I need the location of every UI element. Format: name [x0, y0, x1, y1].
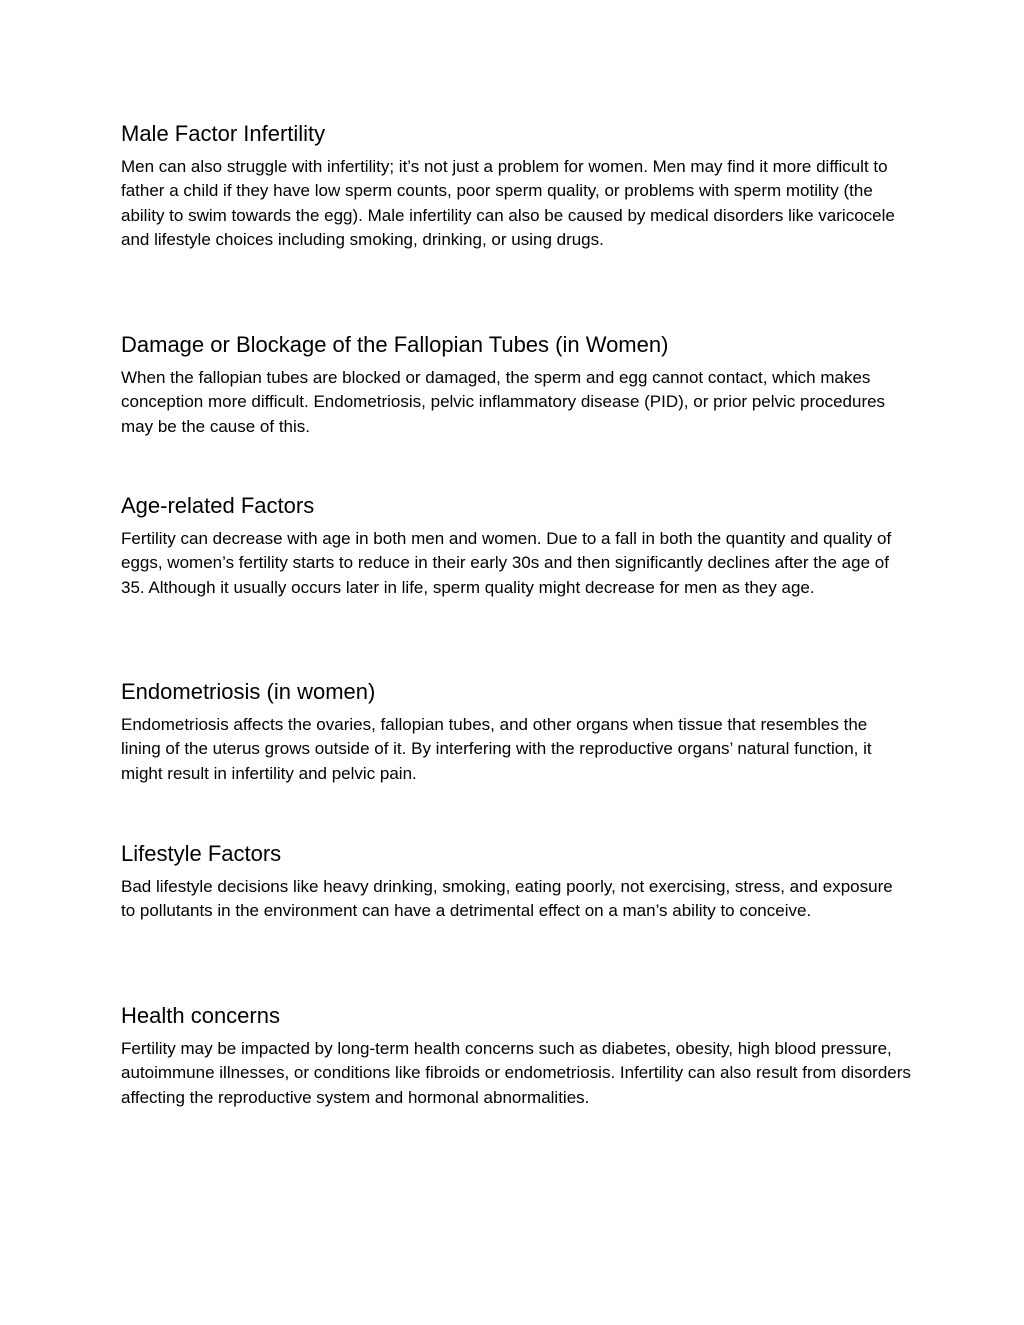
- section-body: Men can also struggle with infertility; it’s not just a problem for women. Men may find it more difficult to father a child if they have low sperm counts, poor sperm quality, or problems with sperm motility (the ability to swim towards the egg). Male infertility can also be caused by medical disorders like varicocele and lifestyle choices including smoking, drinking, or using drugs.: [121, 157, 895, 250]
- section-heading: Male Factor Infertility: [121, 121, 326, 146]
- section-body: Fertility can decrease with age in both men and women. Due to a fall in both the quantity and quality of eggs, women’s fertility starts to reduce in their early 30s and then significantly declines after the age of 35. Although it usually occurs later in life, sperm quality might decrease for men as they age.: [121, 529, 892, 597]
- section-body: When the fallopian tubes are blocked or damaged, the sperm and egg cannot contact, which makes conception more difficult. Endometriosis, pelvic inflammatory disease (PID), or prior pelvic procedures may be the cause of this.: [121, 368, 886, 436]
- section-heading: Age-related Factors: [121, 493, 315, 518]
- section-fallopian-tubes: [121, 331, 911, 439]
- section-body: Fertility may be impacted by long-term health concerns such as diabetes, obesity, high blood pressure, autoimmune illnesses, or conditions like fibroids or endometriosis. Infertility can also result from disorders affecting the reproductive system and hormonal abnormalities.: [121, 1039, 911, 1107]
- section-male-factor-infertility: [121, 120, 911, 253]
- section-heading: Health concerns: [121, 1003, 280, 1028]
- section-heading: Lifestyle Factors: [121, 841, 282, 866]
- section-body: Endometriosis affects the ovaries, fallopian tubes, and other organs when tissue that resembles the lining of the uterus grows outside of it. By interfering with the reproductive organs’ natural function, it might result in infertility and pelvic pain.: [121, 715, 872, 783]
- section-age-related-factors: [121, 492, 911, 600]
- section-health-concerns: [121, 1002, 911, 1110]
- section-heading: Damage or Blockage of the Fallopian Tubes (in Women): [121, 332, 669, 357]
- section-lifestyle-factors: [121, 840, 911, 924]
- section-heading: Endometriosis (in women): [121, 679, 376, 704]
- section-body: Bad lifestyle decisions like heavy drinking, smoking, eating poorly, not exercising, stress, and exposure to pollutants in the environment can have a detrimental effect on a man’s ability to conceive.: [121, 877, 893, 921]
- section-endometriosis: [121, 678, 911, 786]
